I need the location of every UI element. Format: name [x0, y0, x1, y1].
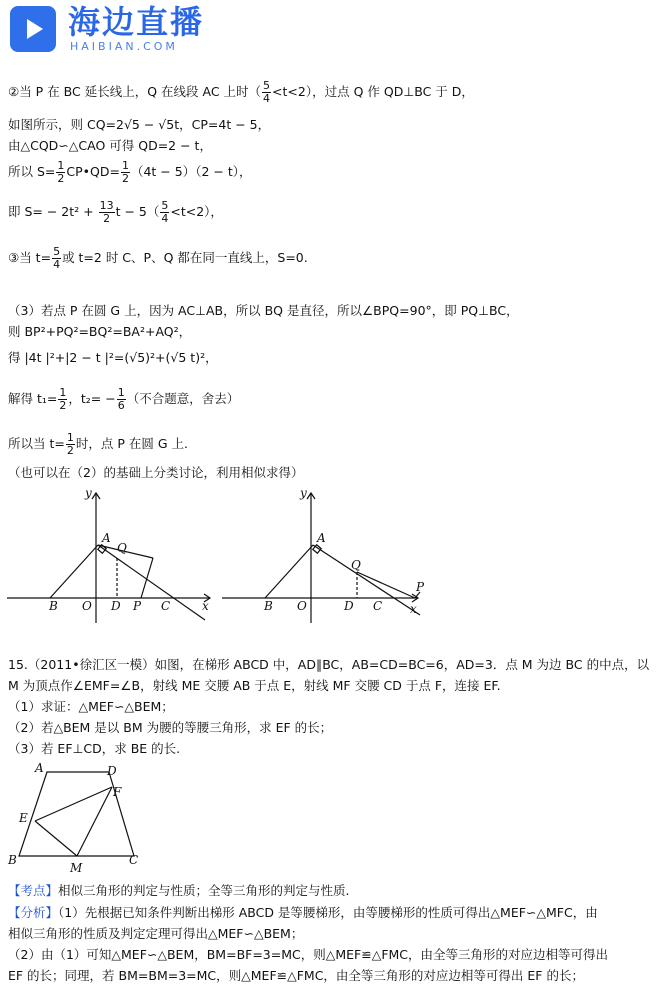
fig1-label-d: D	[111, 599, 121, 613]
fig2-label-b: B	[264, 599, 273, 613]
fig1-label-y: y	[85, 486, 92, 500]
logo-play-icon	[10, 6, 56, 52]
key-points-line: 【考点】相似三角形的判定与性质；全等三角形的判定与性质.	[8, 883, 350, 898]
analysis-line1: 【分析】（1）先根据已知条件判断出梯形 ABCD 是等腰梯形，由等腰梯形的性质可得出△MEF∽△MFC，由	[8, 905, 598, 920]
fig2-label-d: D	[344, 599, 354, 613]
analysis-line4: EF 的长；同理，若 BM=BM=3=MC，则△MEF≌△FMC，由全等三角形的对应边相等可得出 EF 的长；	[8, 968, 584, 983]
fig3-label-f: F	[113, 785, 122, 799]
coordinate-figure-1	[5, 485, 220, 625]
part3-line3: 得 |4t |²+|2 − t |²=(√5)²+(√5 t)²，	[8, 350, 218, 365]
part3-line5: 所以当 t= $\frac{1}{2}$ 时，点 P 在圆 G 上.	[8, 431, 188, 457]
case2-line2: 如图所示，则 CQ=2√5 − √5t，CP=4t − 5，	[8, 117, 271, 132]
q15-sub3: （3）若 EF⊥CD，求 BE 的长.	[8, 741, 181, 756]
fig1-label-a: A	[102, 531, 111, 545]
part3-line1: （3）若点 P 在圆 G 上，因为 AC⊥AB，所以 BQ 是直径，所以∠BPQ=90°，即 PQ⊥BC，	[8, 303, 519, 318]
analysis-line2: 相似三角形的性质及判定定理可得出△MEF∽△BEM；	[8, 926, 304, 941]
logo-title: 海边直播	[68, 3, 205, 41]
key-points-tag: 【考点】	[8, 883, 59, 898]
fig2-label-q: Q	[351, 558, 361, 572]
fig2-label-c: C	[373, 599, 383, 613]
fig2-label-o: O	[297, 599, 307, 613]
part3-line2: 则 BP²+PQ²=BQ²=BA²+AQ²，	[8, 324, 192, 339]
part3-line6: （也可以在（2）的基础上分类讨论，利用相似求得）	[8, 465, 304, 480]
fig1-label-q: Q	[117, 541, 127, 555]
fig1-label-p: P	[133, 599, 142, 613]
q15-sub2: （2）若△BEM 是以 BM 为腰的等腰三角形，求 EF 的长；	[8, 720, 333, 735]
fig2-label-p: P	[416, 580, 425, 594]
case3-line: ③当 t= $\frac{5}{4}$ 或 t=2 时 C、P、Q 都在同一直线上，S=0.	[8, 245, 308, 271]
case2-line3: 由△CQD∽△CAO 可得 QD=2 − t，	[8, 138, 212, 153]
fig2-label-x: x	[410, 602, 417, 616]
trapezoid-figure	[5, 760, 155, 880]
coordinate-figure-2	[220, 485, 430, 625]
q15-line1: 15.（2011•徐汇区一模）如图，在梯形 ABCD 中，AD∥BC，AB=CD=BC=6，AD=3．点 M 为边 BC 的中点，以	[8, 657, 650, 672]
fig3-label-e: E	[19, 811, 28, 825]
fig1-label-b: B	[49, 599, 58, 613]
fig1-label-x: x	[202, 599, 209, 613]
fig3-label-d: D	[107, 764, 117, 778]
q15-sub1: （1）求证：△MEF∽△BEM；	[8, 699, 174, 714]
fig2-label-y: y	[300, 486, 307, 500]
fig3-label-b: B	[8, 853, 17, 867]
case2-line1: ②当 P 在 BC 延长线上，Q 在线段 AC 上时（ $\frac{5}{4}$ <t<2），过点 Q 作 QD⊥BC 于 D，	[8, 79, 474, 105]
analysis-tag: 【分析】	[8, 905, 59, 920]
fig2-label-a: A	[317, 531, 326, 545]
logo-subtitle: HAIBIAN.COM	[70, 40, 178, 53]
part3-line4: 解得 t₁= $\frac{1}{2}$ ，t₂= − $\frac{1}{6}$ （不合题意，舍去）	[8, 386, 240, 412]
q15-line2: M 为顶点作∠EMF=∠B，射线 ME 交腰 AB 于点 E，射线 MF 交腰 CD 于点 F，连接 EF.	[8, 678, 501, 693]
fig3-label-c: C	[129, 853, 139, 867]
fig1-label-c: C	[161, 599, 171, 613]
fig1-label-o: O	[82, 599, 92, 613]
case2-line4: 所以 S= $\frac{1}{2}$ CP•QD= $\frac{1}{2}$ （4t − 5）（2 − t），	[8, 159, 252, 185]
analysis-line3: （2）由（1）可知△MEF∽△BEM，BM=BF=3=MC，则△MEF≌△FMC，由全等三角形的对应边相等可得出	[8, 947, 609, 962]
fig3-label-a: A	[35, 761, 44, 775]
case2-line5: 即 S= − 2t² + $\frac{13}{2}$ t − 5（ $\frac{5}{4}$ <t<2），	[8, 199, 223, 225]
fig3-label-m: M	[70, 861, 83, 875]
